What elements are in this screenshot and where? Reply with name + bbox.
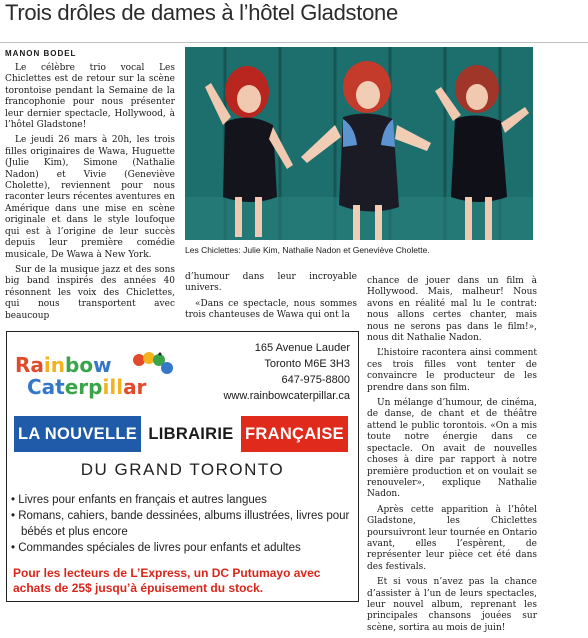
article-column-2 [185, 272, 357, 326]
caterpillar-icon [13, 350, 173, 400]
bookstore-advertisement [6, 331, 359, 602]
banner-subtitle: DU GRAND TORONTO [80, 460, 285, 479]
phone: 647-975-8800 [281, 374, 350, 386]
headline: Trois drôles de dames à l’hôtel Gladstone [5, 0, 398, 25]
paragraph: Et si vous n’avez pas la chance d’assister à l’un de leurs spectacles, leur nouvel album, reprenant les principales chansons jouées sur scène, sortira au mois de juin! [367, 577, 537, 633]
bookstore-contact [223, 340, 350, 404]
website: www.rainbowcaterpillar.ca [223, 390, 350, 402]
photo-caption: Les Chiclettes: Julie Kim, Nathalie Nadon et Geneviève Cholette. [185, 245, 430, 255]
paragraph: Après cette apparition à l’hôtel Gladstone, les Chiclettes poursuivront leur tournée en Ontario avant, elles l’espèrent, de représenter leur pièce cet été dans des festivals. [367, 504, 537, 572]
paragraph: «Dans ce spectacle, nous sommes trois chanteuses de Wawa qui ont la [185, 298, 357, 321]
article-column-1 [5, 63, 175, 326]
paragraph: Sur de la musique jazz et des sons big band inspirés des années 40 résonnent les voix des Chiclettes, qui nous transportent avec beaucoup [5, 264, 175, 321]
paragraph: Le jeudi 26 mars à 20h, les trois filles originaires de Wawa, Huguette (Julie Kim), Simone (Nathalie Nadon) et Vivie (Geneviève Cholette), reviennent pour nous raconter leurs récentes aventures en Amérique dans une mise en scène originale et dans le style loufoque qui est à l’origine de leur succès depuis leur première comédie musicale, De Wawa à New York. [5, 135, 175, 260]
promo-text: Pour les lecteurs de L’Express, un DC Putumayo avec achats de 25$ jusqu’à épuisement du stock. [13, 566, 321, 595]
paragraph: Un mélange d’humour, de cinéma, de danse, de chant et de théâtre attend le public torontois. «On a mis toute notre énergie dans ce spectacle. On avait de nouvelles choses à dire par rapport à notre première production et on voulait se renouveler», explique Nathalie Nadon. [367, 398, 537, 500]
list-item: • Commandes spéciales de livres pour enfants et adultes [11, 542, 301, 554]
paragraph: L’histoire racontera ainsi comment ces trois filles vont tenter de convaincre le producteur de les prendre dans son film. [367, 348, 537, 393]
services-list [11, 492, 351, 556]
article-column-3 [367, 276, 537, 638]
header-rule [0, 42, 588, 43]
paragraph: d’humour dans leur incroyable univers. [185, 272, 357, 294]
banner-la-nouvelle: LA NOUVELLE [14, 416, 141, 452]
address-line-2: Toronto M6E 3H3 [264, 358, 350, 370]
logo-text-rainbow: Rainbow [15, 353, 112, 377]
paragraph: Le célèbre trio vocal Les Chiclettes est de retour sur la scène torontoise pendant la Semaine de la francophonie pour nous présenter leur dernier spectacle, Hollywood, à l’hôtel Gladstone! [5, 63, 175, 131]
byline: MANON BODEL [5, 49, 77, 58]
list-item: • Romans, cahiers, bande dessinées, albums illustrées, livres pour bébés et plus encore [11, 510, 350, 538]
lnf-banner [14, 416, 348, 452]
paragraph: chance de jouer dans un film à Hollywood. Mais, malheur! Nous avons en réalité mal lu le contrat: nous allons certes chanter, mais nous ne serons pas dans le film!», nous dit Nathalie Nadon. [367, 276, 537, 344]
banner-francaise: FRANÇAISE [241, 416, 348, 452]
list-item: • Livres pour enfants en français et autres langues [11, 494, 267, 506]
article-photo [185, 47, 533, 240]
photo-illustration [185, 47, 533, 240]
banner-librairie: LIBRAIRIE [141, 416, 241, 452]
logo-text-caterpillar: Caterpillar [27, 375, 147, 399]
address-line-1: 165 Avenue Lauder [254, 342, 350, 354]
rainbow-caterpillar-logo [13, 350, 173, 400]
